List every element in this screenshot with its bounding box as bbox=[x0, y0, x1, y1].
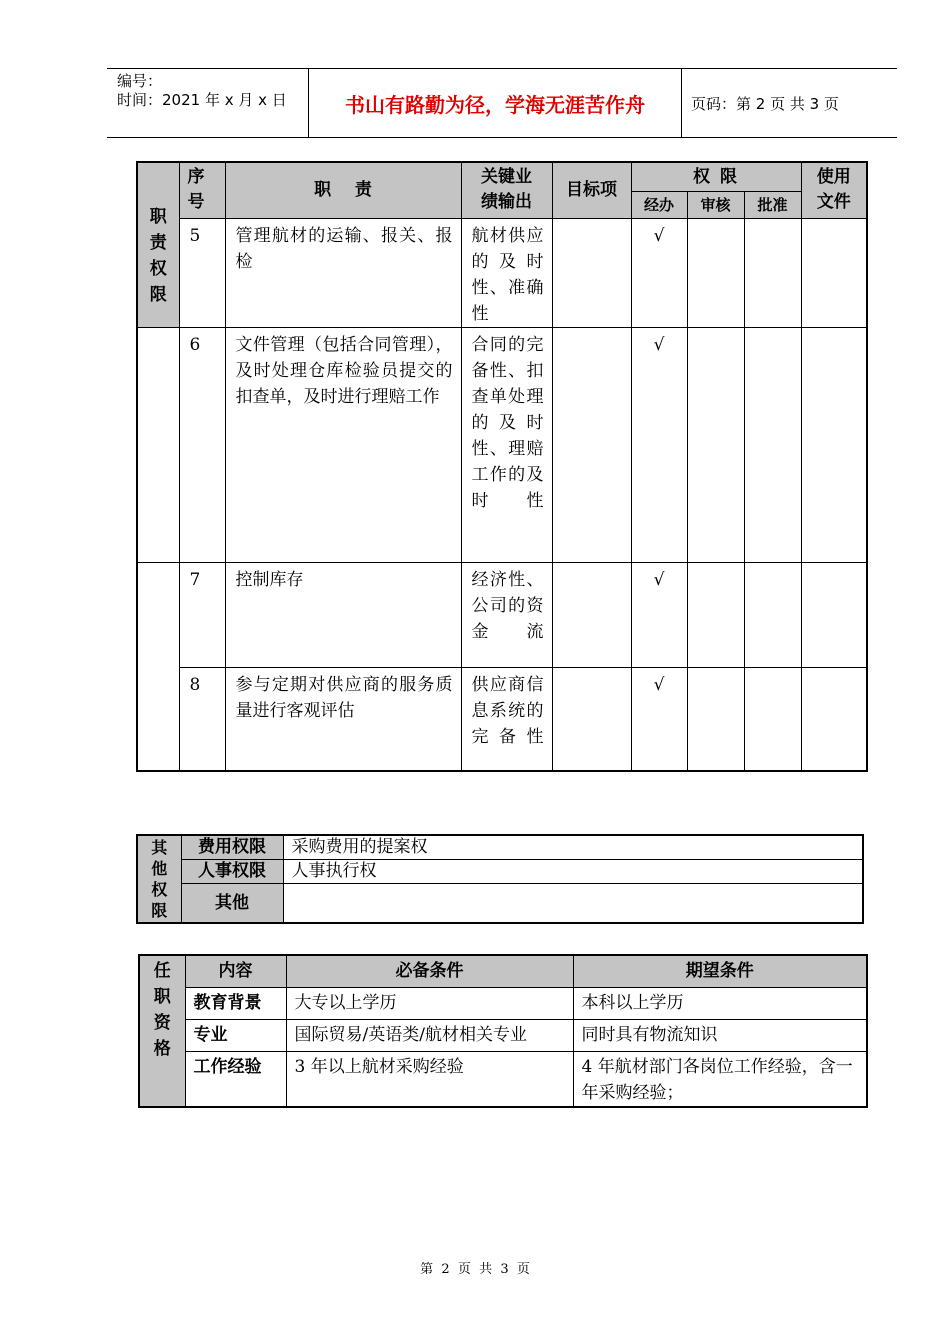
qualification-required: 3 年以上航材采购经验 bbox=[286, 1051, 573, 1107]
col-expected-header: 期望条件 bbox=[573, 955, 867, 987]
qualification-expected: 同时具有物流知识 bbox=[573, 1019, 867, 1051]
table-row bbox=[139, 955, 867, 987]
row-duty: 管理航材的运输、报关、报检 bbox=[225, 218, 461, 327]
permission-value: 采购费用的提案权 bbox=[283, 835, 863, 859]
row-duty: 文件管理（包括合同管理），及时处理仓库检验员提交的扣查单，及时进行理赔工作 bbox=[225, 327, 461, 562]
row-seq: 7 bbox=[179, 562, 225, 667]
row-review bbox=[687, 562, 744, 667]
permission-label: 其他 bbox=[181, 883, 283, 923]
qualifications-side-label: 任 职 资 格 bbox=[139, 955, 185, 1107]
table-row bbox=[137, 562, 867, 667]
qualification-label: 教育背景 bbox=[185, 987, 286, 1019]
col-target-header: 目标项 bbox=[552, 162, 631, 218]
document-number: 编号： bbox=[117, 72, 163, 90]
table-row bbox=[137, 667, 867, 771]
qualification-expected: 本科以上学历 bbox=[573, 987, 867, 1019]
col-seq-header: 序 号 bbox=[179, 162, 225, 218]
other-permissions-table bbox=[136, 834, 864, 924]
permission-label: 人事权限 bbox=[181, 859, 283, 883]
table-row bbox=[139, 1019, 867, 1051]
table-row bbox=[137, 859, 863, 883]
table-row bbox=[137, 835, 863, 859]
row-approve bbox=[744, 327, 801, 562]
row-handle-check: √ bbox=[631, 667, 687, 771]
qualification-expected: 4 年航材部门各岗位工作经验，含一年采购经验； bbox=[573, 1051, 867, 1107]
duties-side-text: 职 责 权 限 bbox=[149, 207, 167, 305]
qualification-label: 专业 bbox=[185, 1019, 286, 1051]
duties-table bbox=[136, 161, 868, 772]
row-handle-check: √ bbox=[631, 218, 687, 327]
col-authority-header: 权 限 bbox=[631, 162, 801, 191]
page-header bbox=[107, 68, 897, 138]
col-duty-header: 职 责 bbox=[225, 162, 461, 218]
row-output: 合同的完备性、扣查单处理的及时性、理赔工作的及时性 bbox=[461, 327, 552, 562]
row-docs bbox=[801, 327, 867, 562]
row-seq: 5 bbox=[179, 218, 225, 327]
duties-side-blank bbox=[137, 667, 179, 771]
row-approve bbox=[744, 218, 801, 327]
row-output: 供应商信息系统的完备性 bbox=[461, 667, 552, 771]
table-row bbox=[137, 883, 863, 923]
row-target bbox=[552, 218, 631, 327]
row-target bbox=[552, 327, 631, 562]
row-target bbox=[552, 667, 631, 771]
row-seq: 8 bbox=[179, 667, 225, 771]
col-content-header: 内容 bbox=[185, 955, 286, 987]
duties-side-blank bbox=[137, 327, 179, 562]
table-row bbox=[139, 1051, 867, 1107]
col-handle-header: 经办 bbox=[631, 191, 687, 218]
row-duty: 控制库存 bbox=[225, 562, 461, 667]
permission-value bbox=[283, 883, 863, 923]
col-required-header: 必备条件 bbox=[286, 955, 573, 987]
row-docs bbox=[801, 218, 867, 327]
row-docs bbox=[801, 562, 867, 667]
permission-value: 人事执行权 bbox=[283, 859, 863, 883]
duties-side-blank bbox=[137, 562, 179, 667]
row-output: 经济性、公司的资金流 bbox=[461, 562, 552, 667]
qualification-required: 大专以上学历 bbox=[286, 987, 573, 1019]
row-approve bbox=[744, 562, 801, 667]
header-motto: 书山有路勤为径，学海无涯苦作舟 bbox=[345, 92, 645, 117]
duties-side-label bbox=[137, 207, 179, 327]
table-row bbox=[139, 987, 867, 1019]
page-footer: 第 2 页 共 3 页 bbox=[420, 1262, 530, 1277]
qualification-label: 工作经验 bbox=[185, 1051, 286, 1107]
row-seq: 6 bbox=[179, 327, 225, 562]
col-key-output-header: 关键业 绩输出 bbox=[461, 162, 552, 218]
row-target bbox=[552, 562, 631, 667]
row-docs bbox=[801, 667, 867, 771]
row-handle-check: √ bbox=[631, 562, 687, 667]
row-output bbox=[461, 218, 552, 327]
col-approve-header: 批准 bbox=[744, 191, 801, 218]
other-permissions-side-label: 其 他 权 限 bbox=[137, 835, 181, 923]
row-approve bbox=[744, 667, 801, 771]
row-review bbox=[687, 327, 744, 562]
row-duty: 参与定期对供应商的服务质量进行客观评估 bbox=[225, 667, 461, 771]
table-row bbox=[137, 327, 867, 562]
header-meta bbox=[117, 72, 287, 110]
row-handle-check: √ bbox=[631, 327, 687, 562]
page-indicator: 页码：第 2 页 共 3 页 bbox=[691, 95, 839, 113]
qualifications-table bbox=[138, 954, 868, 1108]
row-output-text: 航材供应的及时性、准确性 bbox=[471, 225, 544, 324]
qualification-required: 国际贸易/英语类/航材相关专业 bbox=[286, 1019, 573, 1051]
row-review bbox=[687, 218, 744, 327]
col-review-header: 审核 bbox=[687, 191, 744, 218]
col-docs-header: 使用 文件 bbox=[801, 162, 867, 218]
row-review bbox=[687, 667, 744, 771]
table-row bbox=[137, 218, 867, 327]
document-time: 时间：2021 年 x 月 x 日 bbox=[117, 91, 287, 109]
permission-label: 费用权限 bbox=[181, 835, 283, 859]
header-divider bbox=[681, 69, 682, 137]
